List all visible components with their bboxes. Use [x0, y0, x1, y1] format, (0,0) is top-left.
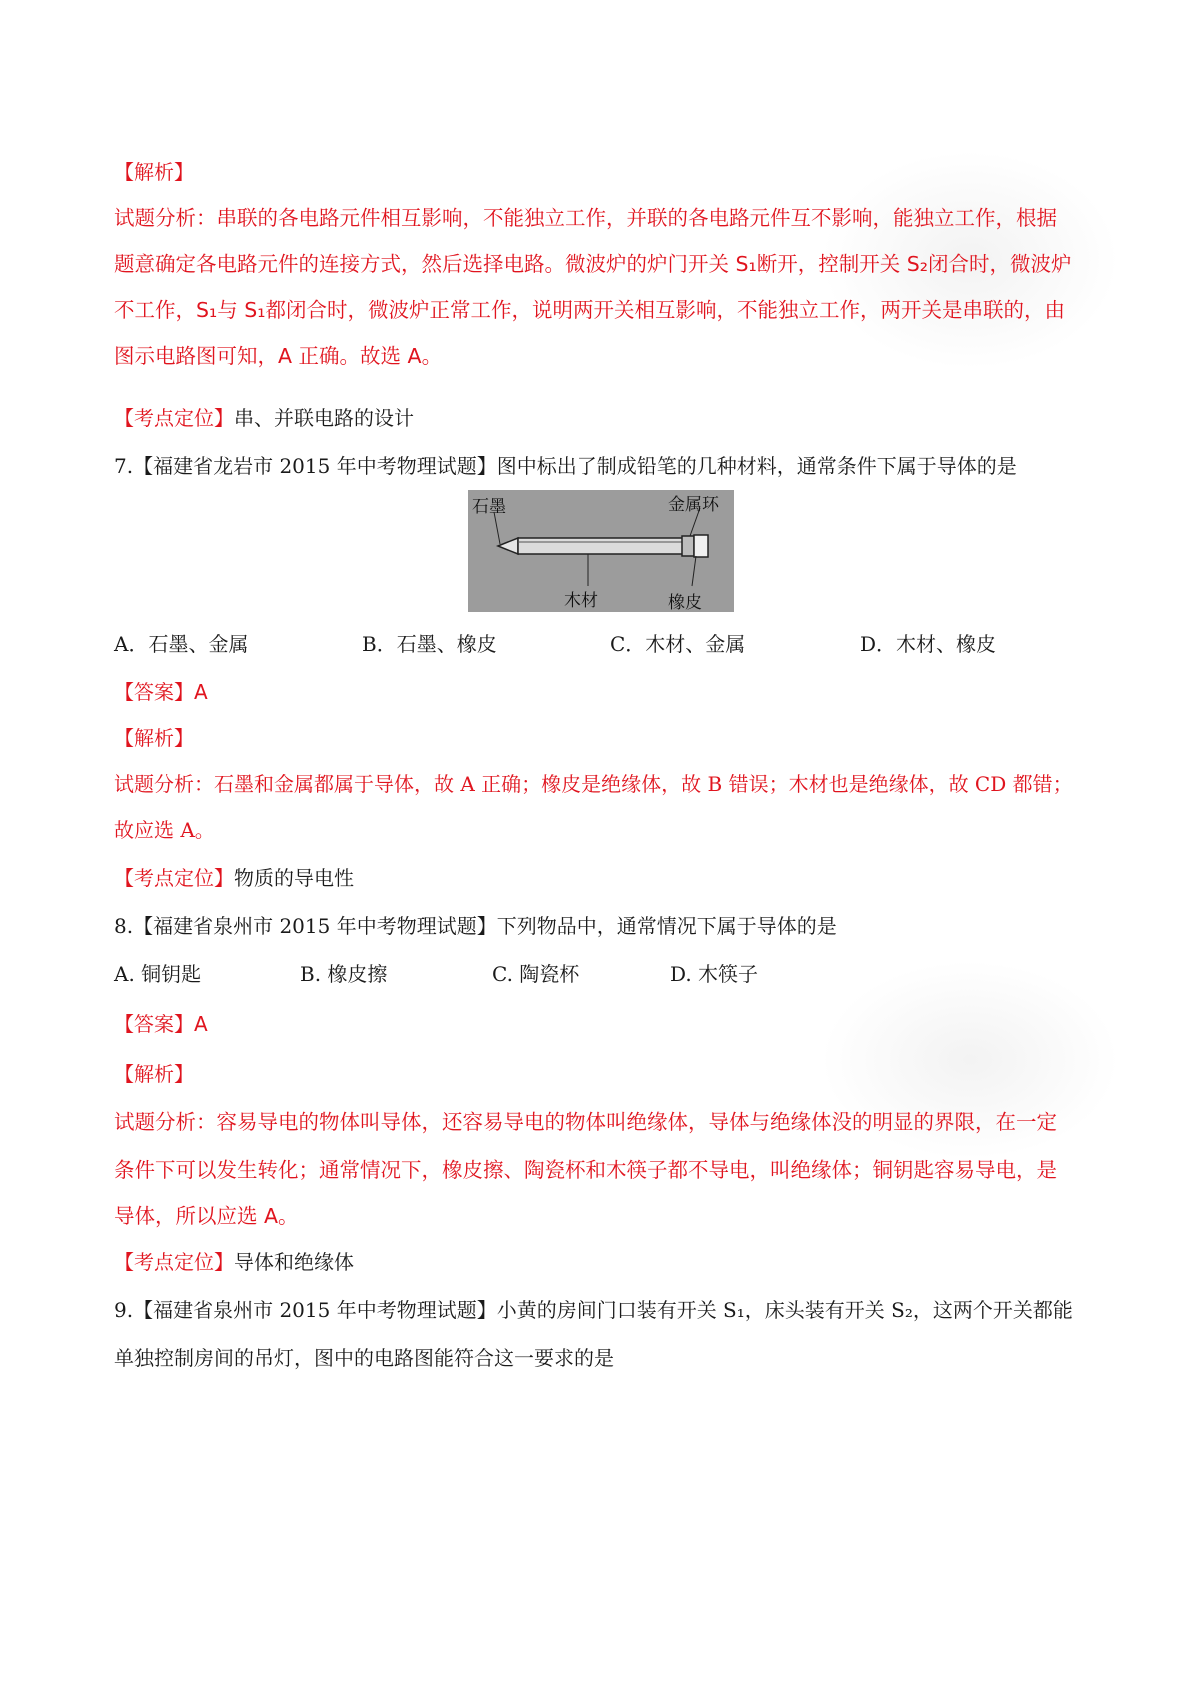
rubber-label: 橡皮	[668, 593, 702, 613]
q9-stem-line2: 单独控制房间的吊灯，图中的电路图能符合这一要求的是	[114, 1346, 614, 1370]
q7-option-a: A．石墨、金属	[114, 632, 249, 656]
q6-analysis-line: 题意确定各电路元件的连接方式，然后选择电路。微波炉的炉门开关 S₁断开，控制开关 S₂闭合时，微波炉	[114, 252, 1072, 276]
q8-option-d: D. 木筷子	[670, 962, 759, 986]
q8-kaodian	[114, 1248, 354, 1276]
q6-analysis-heading: 【解析】	[114, 160, 194, 184]
kaodian-text: 串、并联电路的设计	[234, 406, 414, 430]
q8-analysis-line: 试题分析：容易导电的物体叫导体，还容易导电的物体叫绝缘体，导体与绝缘体没的明显的界限，在一定	[114, 1110, 1057, 1134]
q8-option-a: A. 铜钥匙	[114, 962, 202, 986]
q6-analysis-line: 图示电路图可知，A 正确。故选 A。	[114, 344, 443, 368]
q7-kaodian	[114, 864, 354, 892]
graphite-label: 石墨	[472, 497, 506, 517]
q9-stem-line1: 9.【福建省泉州市 2015 年中考物理试题】小黄的房间门口装有开关 S₁，床头装有开关 S₂，这两个开关都能	[114, 1298, 1073, 1322]
q8-option-c: C. 陶瓷杯	[492, 962, 580, 986]
q7-analysis-heading: 【解析】	[114, 726, 194, 750]
kaodian-text: 物质的导电性	[234, 866, 354, 890]
kaodian-tag: 【考点定位】	[114, 866, 234, 890]
q7-analysis-line: 试题分析：石墨和金属都属于导体，故 A 正确；橡皮是绝缘体，故 B 错误；木材也是绝缘体，故 CD 都错；	[114, 772, 1073, 796]
answer-value: A	[194, 680, 208, 704]
q7-option-d: D．木材、橡皮	[860, 632, 997, 656]
answer-value: A	[194, 1012, 208, 1036]
q7-option-b: B．石墨、橡皮	[362, 632, 497, 656]
kaodian-tag: 【考点定位】	[114, 406, 234, 430]
pencil-figure	[468, 490, 734, 612]
q7-analysis-line: 故应选 A。	[114, 818, 215, 842]
q7-option-c: C．木材、金属	[610, 632, 746, 656]
answer-tag: 【答案】	[114, 1012, 194, 1036]
q6-analysis-line: 不工作，S₁与 S₁都闭合时，微波炉正常工作，说明两开关相互影响，不能独立工作，两开关是串联的，由	[114, 298, 1065, 322]
q8-option-b: B. 橡皮擦	[300, 962, 388, 986]
q6-kaodian	[114, 404, 414, 432]
kaodian-tag: 【考点定位】	[114, 1250, 234, 1274]
kaodian-text: 导体和绝缘体	[234, 1250, 354, 1274]
q8-stem: 8.【福建省泉州市 2015 年中考物理试题】下列物品中，通常情况下属于导体的是	[114, 914, 837, 938]
q8-analysis-line: 条件下可以发生转化；通常情况下，橡皮擦、陶瓷杯和木筷子都不导电，叫绝缘体；铜钥匙容易导电，是	[114, 1158, 1057, 1182]
q7-answer	[114, 678, 208, 706]
q7-stem: 7.【福建省龙岩市 2015 年中考物理试题】图中标出了制成铅笔的几种材料，通常条件下属于导体的是	[114, 454, 1017, 478]
wood-label: 木材	[564, 591, 598, 611]
q8-analysis-heading: 【解析】	[114, 1062, 194, 1086]
q6-analysis-line: 试题分析：串联的各电路元件相互影响，不能独立工作，并联的各电路元件互不影响，能独立工作，根据	[114, 206, 1057, 230]
q8-analysis-line: 导体，所以应选 A。	[114, 1204, 299, 1228]
metal-ring-label: 金属环	[668, 495, 719, 515]
q8-answer	[114, 1010, 208, 1038]
answer-tag: 【答案】	[114, 680, 194, 704]
